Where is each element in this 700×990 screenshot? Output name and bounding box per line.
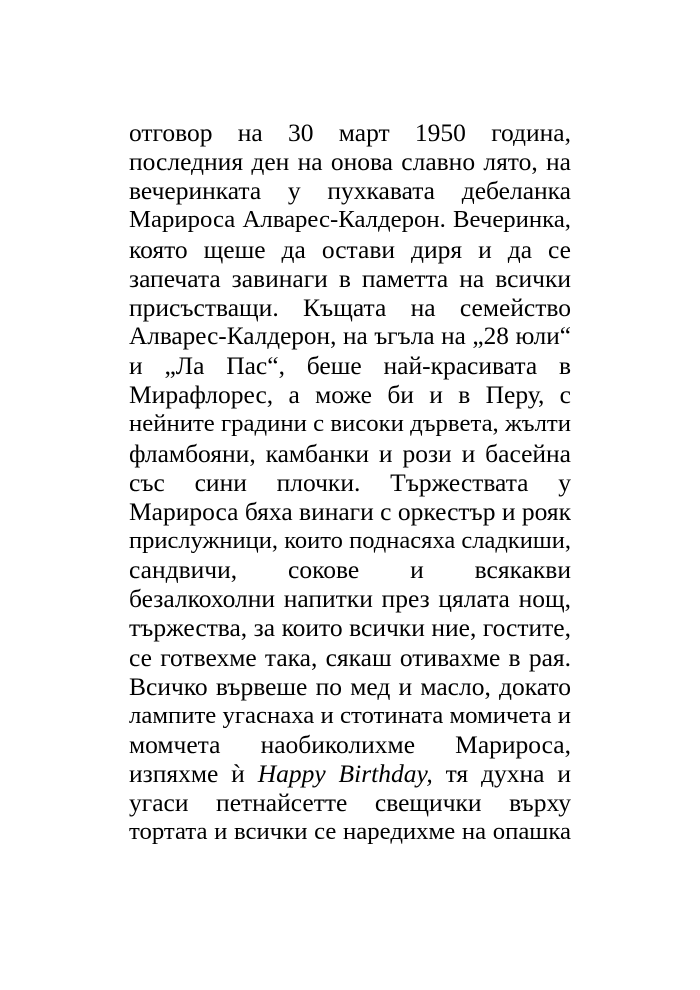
text-line: тортата и всички се наредихме на опашка — [129, 818, 571, 846]
text-line: запечата завинаги в паметта на всички — [129, 263, 571, 293]
text-line: Всичко вървеше по мед и масло, докато — [129, 671, 571, 701]
text-line: отговор на 30 март 1950 година, — [129, 118, 571, 147]
text-line: и „Ла Пас“, беше най-красивата в — [129, 351, 571, 381]
text-line: тържества, за които всички ние, гостите, — [129, 613, 571, 643]
text-line: лампите угаснаха и стотината момичета и — [129, 701, 571, 729]
italic-title: Happy Birthday, — [257, 759, 433, 789]
text-line: Марироса бяха винаги с оркестър и рояк — [129, 496, 571, 526]
text-line: със сини плочки. Тържествата у — [129, 467, 571, 497]
text-line: угаси петнайсетте свещички върху — [129, 788, 571, 818]
text-line: присъстващи. Къщата на семейство — [129, 292, 571, 322]
text-line: Алварес-Калдерон, на ъгъла на „28 юли“ — [129, 321, 571, 350]
text-line: момчета наобиколихме Марироса, — [129, 729, 571, 759]
text-line: се готвехме така, сякаш отивахме в рая. — [129, 642, 571, 672]
text-line: която щеше да остави диря и да се — [129, 234, 571, 264]
text-line-with-italic — [129, 759, 571, 788]
text-line: Мирафлорес, а може би и в Перу, с — [129, 380, 571, 410]
text-line: фламбояни, камбанки и рози и басейна — [129, 438, 571, 468]
text-line: последния ден на онова славно лято, на — [129, 147, 571, 177]
text-line: вечеринката у пухкавата дебеланка — [129, 176, 571, 206]
text-line: Марироса Алварес-Калдерон. Вечеринка, — [129, 206, 571, 234]
text-line: прислужници, които поднасяха сладкиши, — [129, 526, 571, 554]
line-segment: изпяхме ѝ — [129, 759, 258, 789]
page-text — [129, 118, 571, 847]
text-line: нейните градини с високи дървета, жълти — [129, 410, 571, 438]
text-line: безалкохолни напитки през цялата нощ, — [129, 584, 571, 614]
line-segment: тя духна и — [432, 759, 571, 789]
text-line: сандвичи, сокове и всякакви — [129, 555, 571, 585]
